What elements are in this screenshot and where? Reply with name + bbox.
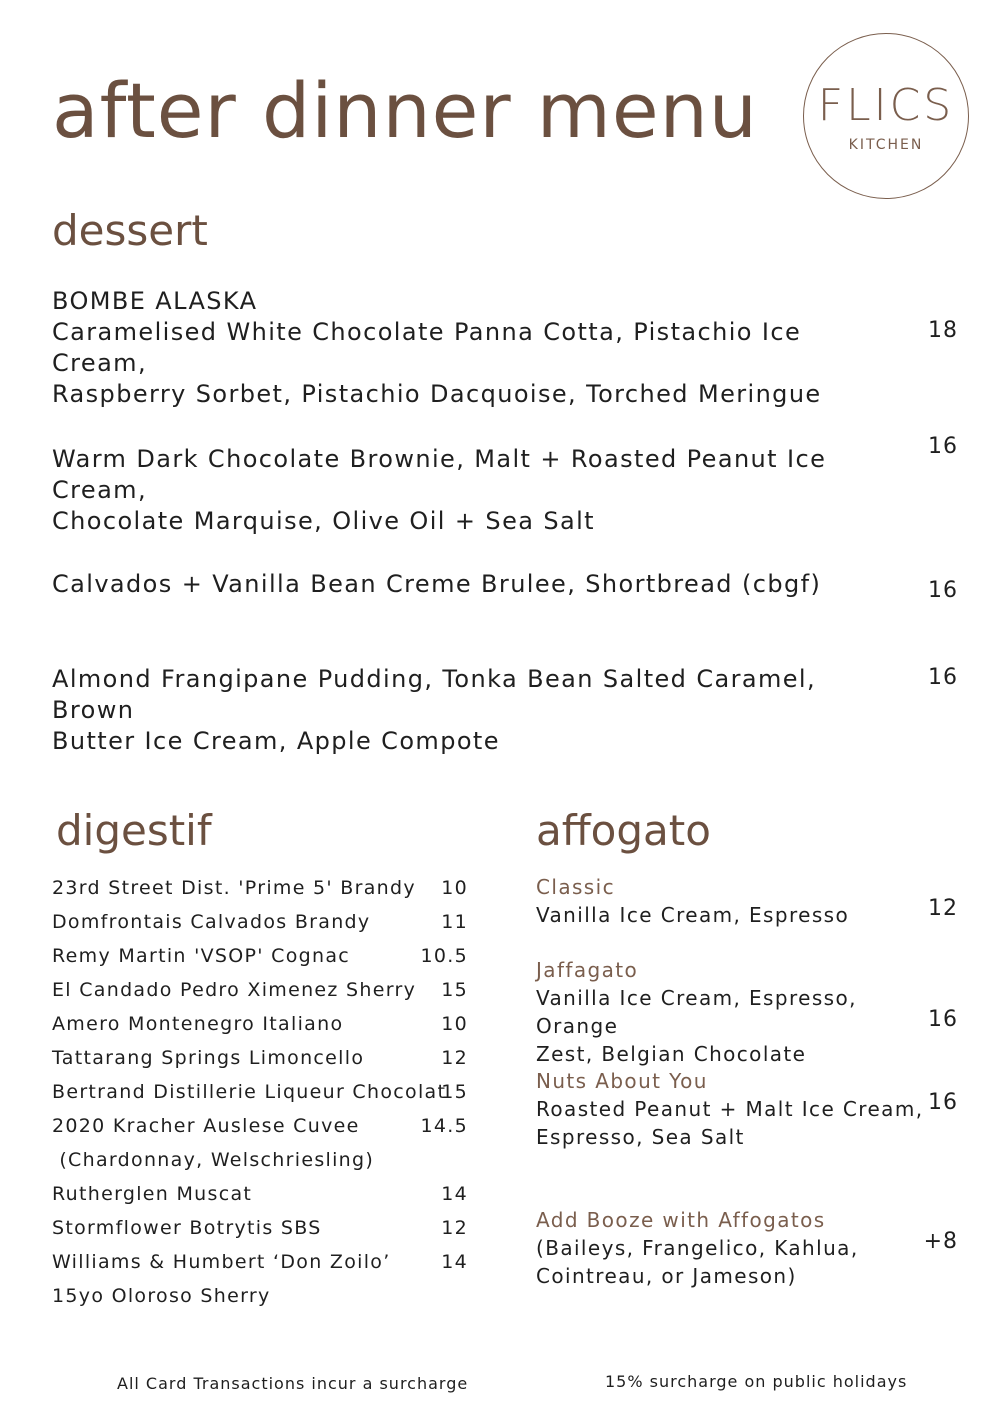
digestif-name: Domfrontais Calvados Brandy xyxy=(52,911,371,933)
dessert-heading: dessert xyxy=(52,206,208,255)
digestif-price: 11 xyxy=(441,911,468,933)
digestif-price: 14.5 xyxy=(420,1115,468,1137)
affogato-item-text xyxy=(536,984,936,1068)
affogato-item-line: Cointreau, or Jameson) xyxy=(536,1264,797,1288)
affogato-heading: affogato xyxy=(536,806,711,855)
dessert-item xyxy=(52,444,892,537)
dessert-item-line: Almond Frangipane Pudding, Tonka Bean Salted Caramel, Brown xyxy=(52,665,817,724)
affogato-item-line: Zest, Belgian Chocolate xyxy=(536,1042,807,1066)
dessert-item xyxy=(52,286,892,410)
affogato-item-label: Nuts About You xyxy=(536,1069,708,1093)
dessert-item-price: 16 xyxy=(928,434,958,459)
digestif-row xyxy=(52,1109,468,1143)
footer-holiday-surcharge: 15% surcharge on public holidays xyxy=(605,1372,908,1391)
digestif-row xyxy=(52,905,468,939)
digestif-price: 10 xyxy=(441,877,468,899)
digestif-row xyxy=(52,1041,468,1075)
digestif-price: 14 xyxy=(441,1251,468,1273)
digestif-row xyxy=(52,1007,468,1041)
digestif-price: 10 xyxy=(441,1013,468,1035)
digestif-row xyxy=(52,1211,468,1245)
digestif-name: Stormflower Botrytis SBS xyxy=(52,1217,322,1239)
dessert-item-line: Calvados + Vanilla Bean Creme Brulee, Shortbread (cbgf) xyxy=(52,570,822,598)
affogato-item-line: Espresso, Sea Salt xyxy=(536,1125,745,1149)
dessert-item-line: Chocolate Marquise, Olive Oil + Sea Salt xyxy=(52,507,595,535)
digestif-row xyxy=(52,1143,468,1177)
dessert-item xyxy=(52,569,892,600)
logo-main-text: FLICS xyxy=(817,80,955,131)
digestif-name: Bertrand Distillerie Liqueur Chocolat xyxy=(52,1081,447,1103)
affogato-item-line: Vanilla Ice Cream, Espresso xyxy=(536,903,850,927)
affogato-item-label: Classic xyxy=(536,875,615,899)
digestif-price: 14 xyxy=(441,1183,468,1205)
digestif-name: Remy Martin 'VSOP' Cognac xyxy=(52,945,351,967)
digestif-row xyxy=(52,1075,468,1109)
digestif-row xyxy=(52,871,468,905)
digestif-name: Williams & Humbert ‘Don Zoilo’ xyxy=(52,1251,391,1273)
digestif-price: 12 xyxy=(441,1217,468,1239)
digestif-name: 23rd Street Dist. 'Prime 5' Brandy xyxy=(52,877,416,899)
dessert-item-line: Caramelised White Chocolate Panna Cotta, Pistachio Ice Cream, xyxy=(52,318,802,377)
digestif-row xyxy=(52,1177,468,1211)
footer-card-surcharge: All Card Transactions incur a surcharge xyxy=(117,1374,469,1393)
dessert-item-line: Raspberry Sorbet, Pistachio Dacquoise, Torched Meringue xyxy=(52,380,822,408)
digestif-price: 15 xyxy=(441,979,468,1001)
affogato-item-text xyxy=(536,1095,936,1151)
digestif-heading: digestif xyxy=(56,806,212,855)
digestif-name: Amero Montenegro Italiano xyxy=(52,1013,344,1035)
dessert-item-price: 16 xyxy=(928,578,958,603)
digestif-price: 12 xyxy=(441,1047,468,1069)
dessert-item-price: 16 xyxy=(928,665,958,690)
digestif-name: El Candado Pedro Ximenez Sherry xyxy=(52,979,417,1001)
flics-kitchen-logo xyxy=(803,33,969,199)
affogato-item-price: +8 xyxy=(923,1229,958,1254)
affogato-item-price: 16 xyxy=(928,1007,958,1032)
affogato-item-price: 16 xyxy=(928,1090,958,1115)
affogato-item-line: Vanilla Ice Cream, Espresso, Orange xyxy=(536,986,857,1038)
affogato-item-label: Jaffagato xyxy=(536,958,639,982)
affogato-item-line: Roasted Peanut + Malt Ice Cream, xyxy=(536,1097,924,1121)
digestif-row xyxy=(52,939,468,973)
affogato-item-text xyxy=(536,1234,936,1290)
digestif-name: 2020 Kracher Auslese Cuvee xyxy=(52,1115,360,1137)
digestif-name: Rutherglen Muscat xyxy=(52,1183,253,1205)
affogato-item-line: (Baileys, Frangelico, Kahlua, xyxy=(536,1236,859,1260)
dessert-item-line: Warm Dark Chocolate Brownie, Malt + Roasted Peanut Ice Cream, xyxy=(52,445,827,504)
affogato-item-text xyxy=(536,901,936,929)
logo-sub-text: KITCHEN xyxy=(848,137,924,153)
dessert-item xyxy=(52,664,892,757)
affogato-item-price: 12 xyxy=(928,896,958,921)
digestif-row xyxy=(52,1279,468,1313)
dessert-item-price: 18 xyxy=(928,318,958,343)
digestif-price: 10.5 xyxy=(420,945,468,967)
dessert-item-line: Butter Ice Cream, Apple Compote xyxy=(52,727,500,755)
digestif-name: 15yo Oloroso Sherry xyxy=(52,1285,271,1307)
page-title: after dinner menu xyxy=(52,66,758,155)
digestif-name: (Chardonnay, Welschriesling) xyxy=(52,1149,375,1171)
digestif-row xyxy=(52,1245,468,1279)
digestif-row xyxy=(52,973,468,1007)
dessert-item-name: BOMBE ALASKA xyxy=(52,287,258,315)
digestif-price: 15 xyxy=(441,1081,468,1103)
digestif-name: Tattarang Springs Limoncello xyxy=(52,1047,365,1069)
affogato-item-label: Add Booze with Affogatos xyxy=(536,1208,826,1232)
